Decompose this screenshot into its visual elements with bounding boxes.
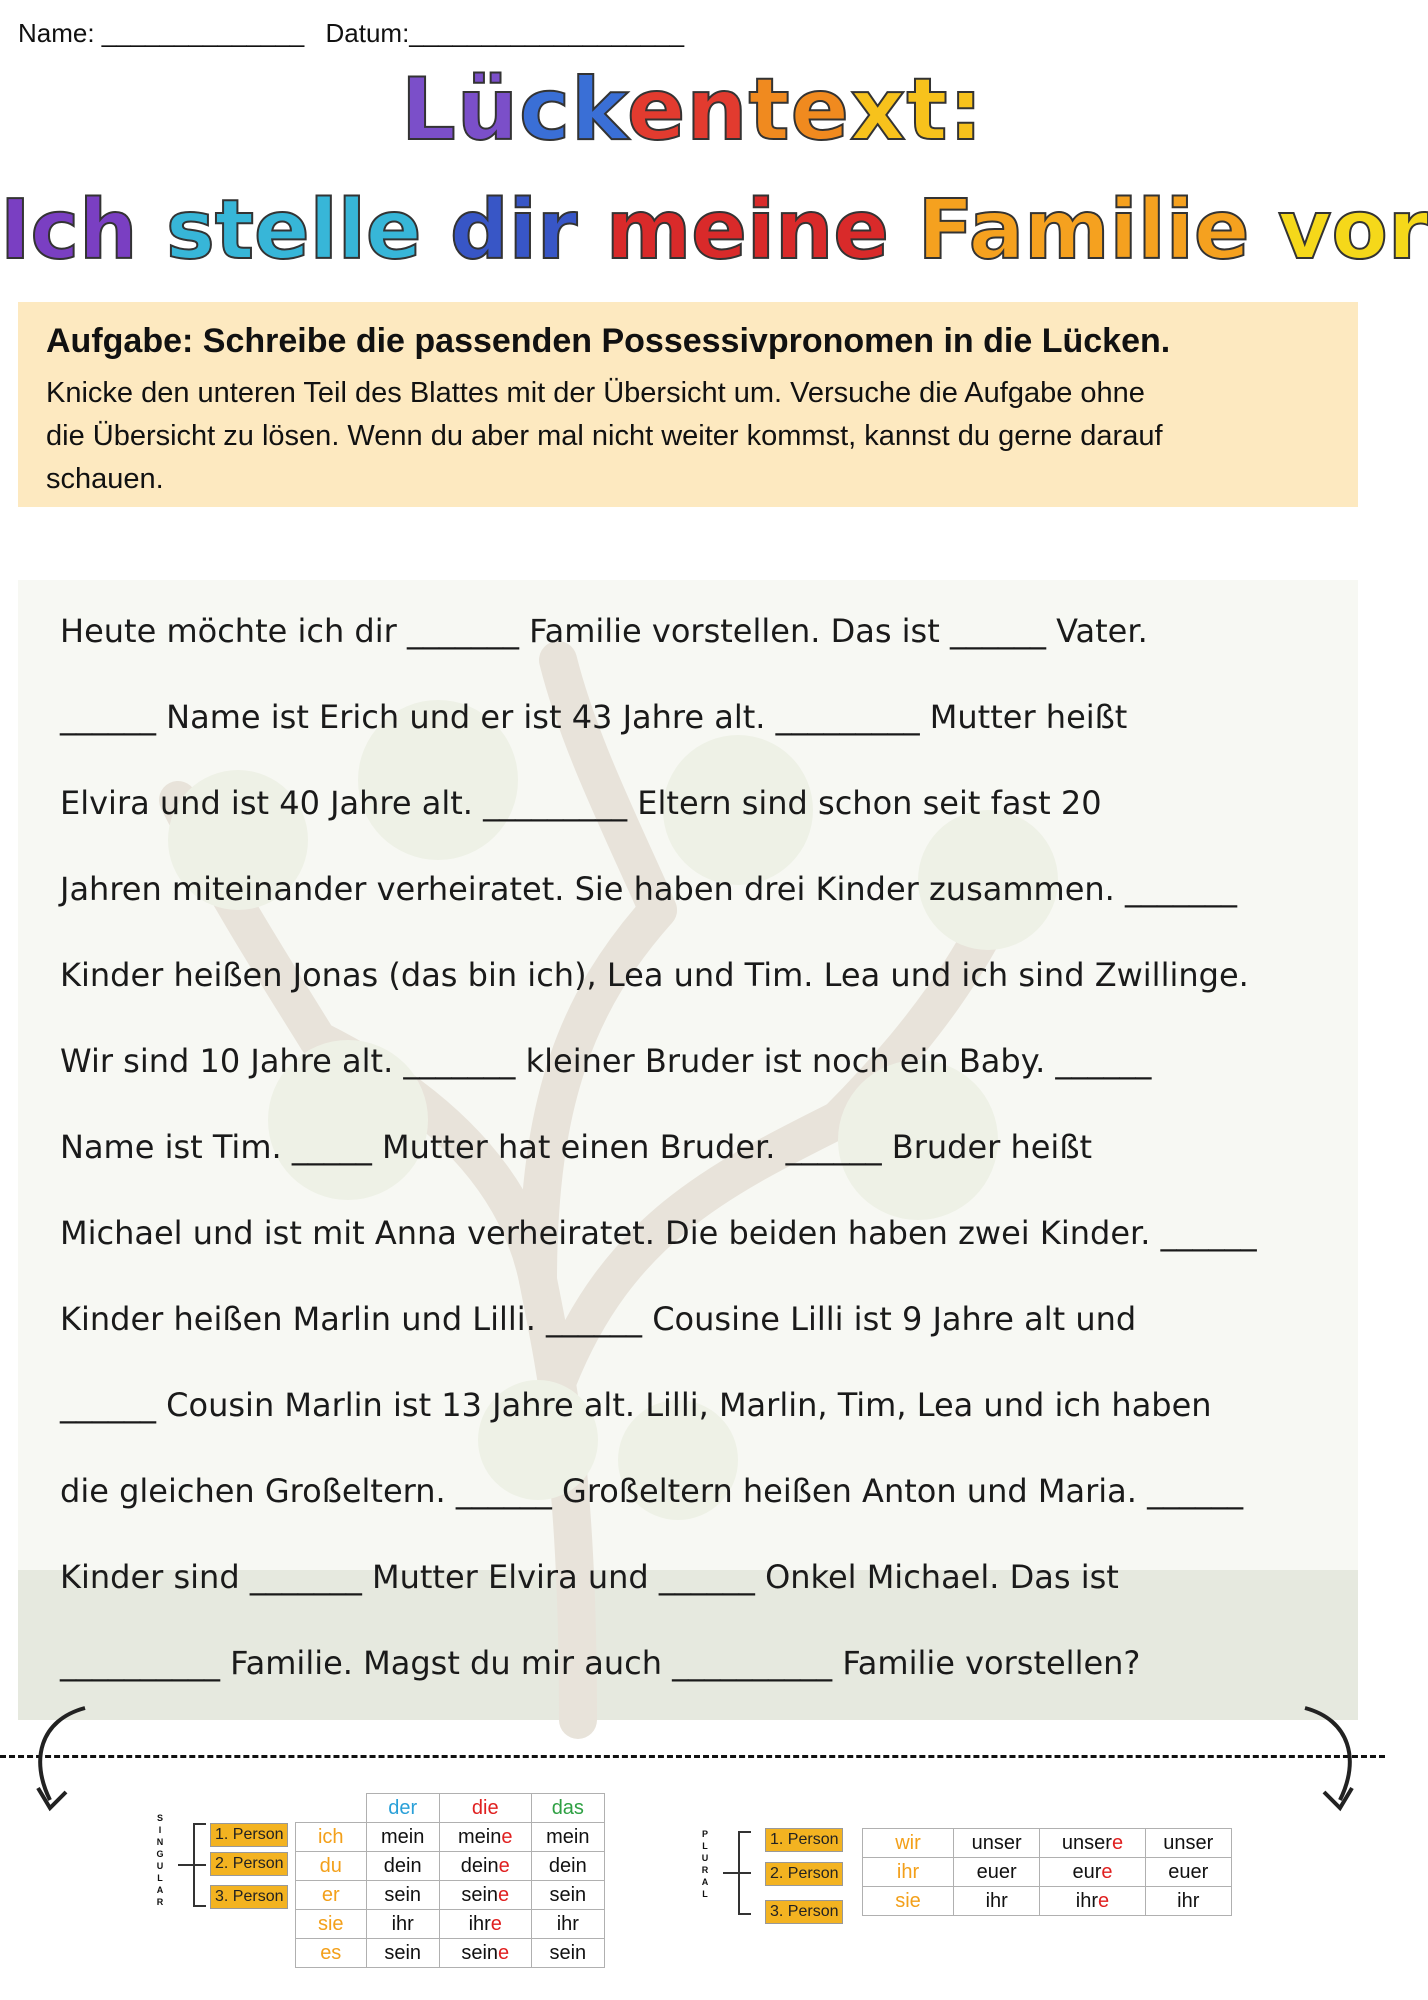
singular-letter: N xyxy=(156,1837,164,1847)
der-cell: ihr xyxy=(366,1910,439,1939)
story-line: Jahren miteinander verheiratet. Sie haben drei Kinder zusammen. _______ xyxy=(60,870,1237,908)
table-row xyxy=(863,1858,1232,1887)
story-line: Wir sind 10 Jahre alt. _______ kleiner Bruder ist noch ein Baby. ______ xyxy=(60,1042,1152,1080)
table-cell xyxy=(296,1794,367,1823)
die-cell xyxy=(439,1939,531,1968)
die-cell xyxy=(439,1881,531,1910)
story-line: Kinder heißen Marlin und Lilli. ______ Cousine Lilli ist 9 Jahre alt und xyxy=(60,1300,1137,1338)
title-part: vor xyxy=(1278,183,1428,278)
title-part: Ich xyxy=(0,183,167,278)
table-row xyxy=(296,1910,605,1939)
plural-label xyxy=(700,1828,710,1900)
die-ending: e xyxy=(501,1825,513,1848)
plural-table xyxy=(862,1828,1232,1916)
die-stem: sein xyxy=(461,1941,499,1964)
der-cell: ihr xyxy=(954,1887,1040,1916)
story-line: Kinder sind _______ Mutter Elvira und ______ Onkel Michael. Das ist xyxy=(60,1558,1119,1596)
title-part: xt: xyxy=(849,60,984,160)
task-line: die Übersicht zu lösen. Wenn du aber mal nicht weiter kommst, kannst du gerne darauf xyxy=(46,420,1163,452)
die-cell xyxy=(1040,1887,1145,1916)
pronoun-cell: ich xyxy=(296,1823,367,1852)
plural-letter: R xyxy=(701,1865,709,1875)
person-label: 3. Person xyxy=(765,1900,843,1924)
die-ending: e xyxy=(498,1854,510,1877)
title-line-1 xyxy=(0,60,1385,160)
die-stem: sein xyxy=(461,1883,499,1906)
task-heading: Aufgabe: Schreibe die passenden Possessivpronomen in die Lücken. xyxy=(46,322,1171,360)
die-stem: unser xyxy=(1061,1831,1112,1854)
singular-letter: U xyxy=(156,1861,164,1871)
plural-brace-icon xyxy=(715,1828,755,1918)
die-stem: ihr xyxy=(468,1912,491,1935)
das-cell: sein xyxy=(531,1881,604,1910)
singular-person-row xyxy=(210,1852,288,1876)
table-row xyxy=(296,1881,605,1910)
die-ending: e xyxy=(490,1912,502,1935)
singular-table xyxy=(295,1793,605,1968)
das-cell: sein xyxy=(531,1939,604,1968)
pronoun-cell: wir xyxy=(863,1829,954,1858)
die-cell xyxy=(439,1852,531,1881)
story-line: __________ Familie. Magst du mir auch __________ Familie vorstellen? xyxy=(60,1644,1141,1682)
die-ending: e xyxy=(1111,1831,1124,1854)
story-line: die gleichen Großeltern. ______ Großeltern heißen Anton und Maria. ______ xyxy=(60,1472,1244,1510)
das-cell: unser xyxy=(1145,1829,1231,1858)
der-cell: mein xyxy=(366,1823,439,1852)
plural-letter: P xyxy=(701,1829,708,1839)
table-row xyxy=(296,1852,605,1881)
person-label: 2. Person xyxy=(765,1862,843,1886)
pronoun-cell: er xyxy=(296,1881,367,1910)
plural-person-row xyxy=(765,1900,843,1924)
die-stem: dein xyxy=(460,1854,499,1877)
header-das: das xyxy=(531,1794,604,1823)
die-ending: e xyxy=(1098,1889,1110,1912)
table-row xyxy=(863,1887,1232,1916)
pronoun-cell: sie xyxy=(863,1887,954,1916)
task-line: schauen. xyxy=(46,463,164,495)
die-ending: e xyxy=(1101,1860,1113,1883)
story-line: Elvira und ist 40 Jahre alt. _________ Eltern sind schon seit fast 20 xyxy=(60,784,1102,822)
person-label: 1. Person xyxy=(210,1823,288,1847)
singular-person-row xyxy=(210,1885,288,1909)
date-field[interactable]: Datum:___________________ xyxy=(325,18,685,48)
task-box xyxy=(18,302,1358,507)
plural-letter: U xyxy=(701,1853,709,1863)
singular-letter: I xyxy=(158,1825,162,1835)
title-part: te xyxy=(748,60,850,160)
die-cell xyxy=(439,1910,531,1939)
singular-letter: A xyxy=(156,1885,164,1895)
table-row xyxy=(296,1794,605,1823)
singular-letter: L xyxy=(157,1873,163,1883)
fold-arrow-right-icon xyxy=(1290,1700,1370,1820)
story-line: ______ Name ist Erich und er ist 43 Jahre alt. _________ Mutter heißt xyxy=(60,698,1128,736)
pronoun-cell: sie xyxy=(296,1910,367,1939)
pronoun-cell: du xyxy=(296,1852,367,1881)
der-cell: sein xyxy=(366,1881,439,1910)
name-field[interactable]: Name: ______________ xyxy=(18,18,305,48)
der-cell: unser xyxy=(954,1829,1040,1858)
singular-persons xyxy=(210,1823,288,1847)
das-cell: dein xyxy=(531,1852,604,1881)
header-der: der xyxy=(366,1794,439,1823)
das-cell: euer xyxy=(1145,1858,1231,1887)
die-ending: e xyxy=(498,1941,510,1964)
plural-person-row xyxy=(765,1862,843,1886)
plural-person-row xyxy=(765,1828,843,1852)
die-stem: eur xyxy=(1072,1860,1102,1883)
fold-line xyxy=(0,1755,1385,1762)
task-line: Knicke den unteren Teil des Blattes mit der Übersicht um. Versuche die Aufgabe ohne xyxy=(46,377,1145,409)
person-label: 3. Person xyxy=(210,1885,288,1909)
story-line: Michael und ist mit Anna verheiratet. Die beiden haben zwei Kinder. ______ xyxy=(60,1214,1257,1252)
title-line-2 xyxy=(0,183,1428,278)
singular-letter: G xyxy=(156,1849,164,1859)
story-line: Heute möchte ich dir _______ Familie vorstellen. Das ist ______ Vater. xyxy=(60,612,1148,650)
title-part: Lü xyxy=(401,60,520,160)
story-panel xyxy=(18,580,1358,1720)
die-cell xyxy=(439,1823,531,1852)
die-stem: ihr xyxy=(1075,1889,1099,1912)
das-cell: ihr xyxy=(1145,1887,1231,1916)
singular-label xyxy=(155,1812,165,1908)
der-cell: sein xyxy=(366,1939,439,1968)
die-stem: mein xyxy=(458,1825,502,1848)
das-cell: mein xyxy=(531,1823,604,1852)
task-instructions xyxy=(46,372,1336,501)
person-label: 2. Person xyxy=(210,1852,288,1876)
singular-letter: R xyxy=(156,1897,164,1907)
plural-letter: L xyxy=(702,1889,708,1899)
table-row xyxy=(863,1829,1232,1858)
plural-letter: L xyxy=(702,1841,708,1851)
title-part: Familie xyxy=(917,183,1279,278)
fold-arrow-left-icon xyxy=(20,1700,100,1820)
title-part: ck xyxy=(519,60,627,160)
title-part: meine xyxy=(605,183,918,278)
person-label: 1. Person xyxy=(765,1828,843,1852)
das-cell: ihr xyxy=(531,1910,604,1939)
der-cell: dein xyxy=(366,1852,439,1881)
story-line: Name ist Tim. _____ Mutter hat einen Bruder. ______ Bruder heißt xyxy=(60,1128,1093,1166)
header-die: die xyxy=(439,1794,531,1823)
story-line: Kinder heißen Jonas (das bin ich), Lea und Tim. Lea und ich sind Zwillinge. xyxy=(60,956,1249,994)
title-part: dir xyxy=(450,183,606,278)
plural-letter: A xyxy=(701,1877,709,1887)
die-ending: e xyxy=(498,1883,510,1906)
title-part: en xyxy=(626,60,749,160)
der-cell: euer xyxy=(954,1858,1040,1887)
die-cell xyxy=(1040,1829,1145,1858)
singular-letter: S xyxy=(156,1813,163,1823)
story-line: ______ Cousin Marlin ist 13 Jahre alt. Lilli, Marlin, Tim, Lea und ich haben xyxy=(60,1386,1212,1424)
header xyxy=(18,18,698,49)
table-row xyxy=(296,1939,605,1968)
table-row xyxy=(296,1823,605,1852)
singular-brace-icon xyxy=(170,1820,210,1910)
title-part: stelle xyxy=(166,183,451,278)
pronoun-cell: es xyxy=(296,1939,367,1968)
die-cell xyxy=(1040,1858,1145,1887)
pronoun-cell: ihr xyxy=(863,1858,954,1887)
